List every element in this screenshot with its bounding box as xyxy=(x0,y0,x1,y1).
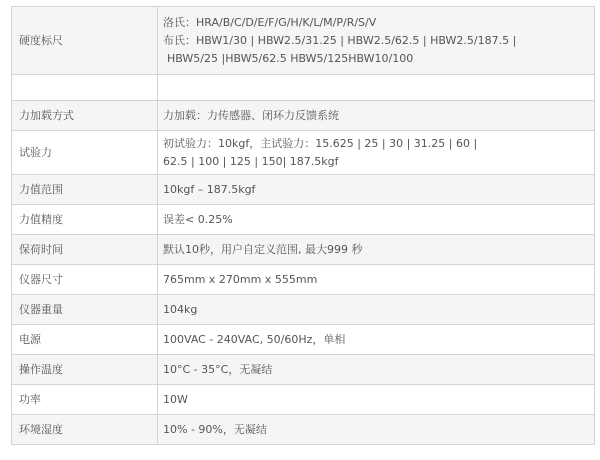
spec-label: 环境湿度 xyxy=(12,415,158,445)
spec-value-line: 10kgf – 187.5kgf xyxy=(163,182,256,196)
spec-row xyxy=(12,325,595,355)
spec-row xyxy=(12,265,595,295)
spec-value xyxy=(158,101,595,131)
spec-value-line: 10°C - 35°C，无凝结 xyxy=(163,362,273,376)
spec-value-line: 10W xyxy=(163,392,188,406)
spec-row xyxy=(12,385,595,415)
spec-label: 力加载方式 xyxy=(12,101,158,131)
spec-label: 仪器尺寸 xyxy=(12,265,158,295)
spec-value xyxy=(158,355,595,385)
specification-table-body xyxy=(12,7,595,445)
spec-value xyxy=(158,415,595,445)
spec-value xyxy=(158,265,595,295)
spec-row xyxy=(12,235,595,265)
spec-row xyxy=(12,175,595,205)
spec-label: 操作温度 xyxy=(12,355,158,385)
spec-value xyxy=(158,131,595,175)
spec-label: 保荷时间 xyxy=(12,235,158,265)
spec-value xyxy=(158,325,595,355)
spec-value-line: 100VAC - 240VAC, 50/60Hz，单相 xyxy=(163,332,346,346)
spec-value xyxy=(158,175,595,205)
spec-value xyxy=(158,385,595,415)
spec-label: 硬度标尺 xyxy=(12,7,158,75)
spec-label xyxy=(12,75,158,101)
spec-row xyxy=(12,101,595,131)
spec-value-line: 10% - 90%，无凝结 xyxy=(163,422,267,436)
spec-value-line: 默认10秒，用户自定义范围, 最大999 秒 xyxy=(163,242,363,256)
specification-table xyxy=(11,6,595,445)
spec-value-line: 布氏：HBW1/30 | HBW2.5/31.25 | HBW2.5/62.5 | HBW2.5/187.5 | xyxy=(163,33,517,47)
spec-row xyxy=(12,131,595,175)
spec-value-line: 62.5 | 100 | 125 | 150| 187.5kgf xyxy=(163,154,339,168)
spec-value-line: 765mm x 270mm x 555mm xyxy=(163,272,318,286)
spec-row xyxy=(12,355,595,385)
spec-value-line: 初试验力：10kgf，主试验力：15.625 | 25 | 30 | 31.25 | 60 | xyxy=(163,136,478,150)
spec-row xyxy=(12,75,595,101)
spec-row xyxy=(12,295,595,325)
spec-value-line: HBW5/25 |HBW5/62.5 HBW5/125HBW10/100 xyxy=(167,51,414,65)
spec-label: 仪器重量 xyxy=(12,295,158,325)
spec-value-line: 误差< 0.25% xyxy=(163,212,233,226)
spec-label: 电源 xyxy=(12,325,158,355)
spec-row xyxy=(12,205,595,235)
spec-label: 力值精度 xyxy=(12,205,158,235)
spec-value-line: 104kg xyxy=(163,302,198,316)
spec-value xyxy=(158,7,595,75)
spec-label: 功率 xyxy=(12,385,158,415)
spec-value xyxy=(158,205,595,235)
spec-value-line: 洛氏：HRA/B/C/D/E/F/G/H/K/L/M/P/R/S/V xyxy=(163,15,377,29)
spec-row xyxy=(12,7,595,75)
spec-label: 试验力 xyxy=(12,131,158,175)
spec-value xyxy=(158,235,595,265)
spec-label: 力值范围 xyxy=(12,175,158,205)
spec-value xyxy=(158,295,595,325)
spec-value-line: 力加载：力传感器、闭环力反馈系统 xyxy=(163,108,339,122)
spec-value xyxy=(158,75,595,101)
spec-row xyxy=(12,415,595,445)
